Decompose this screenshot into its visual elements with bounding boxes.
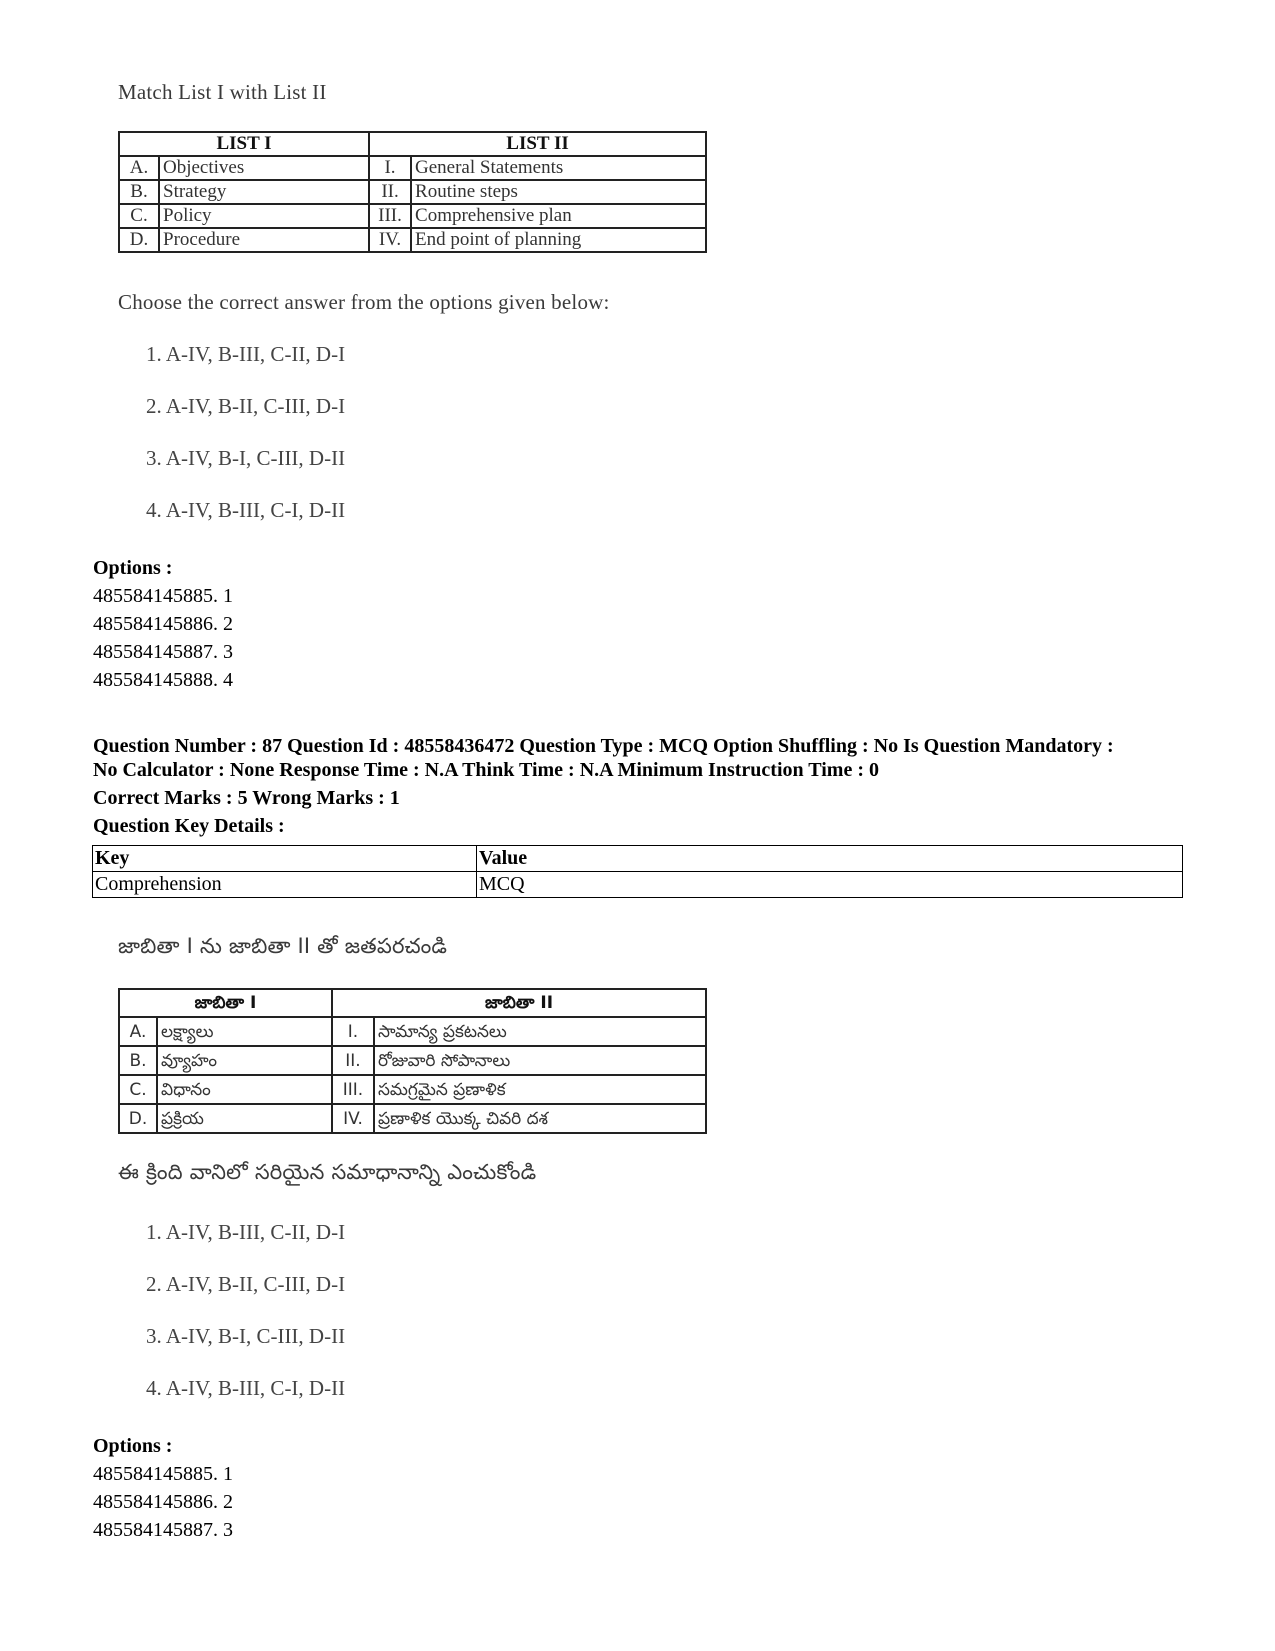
list2-key: III.	[369, 204, 411, 228]
list1-header: జాబితా I	[119, 989, 332, 1017]
answer-choice: 1. A-IV, B-III, C-II, D-I	[146, 342, 346, 366]
question-prompt: Match List I with List II	[118, 80, 327, 104]
list2-header: LIST II	[369, 132, 706, 156]
list2-key: III.	[332, 1075, 374, 1104]
list1-header: LIST I	[119, 132, 369, 156]
table-row	[119, 228, 706, 252]
table-cell: Comprehension	[93, 872, 477, 898]
list2-key: II.	[332, 1046, 374, 1075]
list1-key: D.	[119, 228, 159, 252]
list1-item: వ్యూహం	[157, 1046, 332, 1075]
list2-item: Routine steps	[411, 180, 706, 204]
answer-choice: 2. A-IV, B-II, C-III, D-I	[146, 1272, 346, 1296]
list2-key: IV.	[369, 228, 411, 252]
question-meta-line: No Calculator : None Response Time : N.A Think Time : N.A Minimum Instruction Time : 0	[93, 759, 879, 781]
option-item: 485584145887. 3	[93, 641, 233, 663]
column-header: Value	[477, 846, 1183, 872]
table-row	[119, 1104, 706, 1133]
table-row	[119, 1017, 706, 1046]
options-label: Options :	[93, 1435, 173, 1457]
table-row	[119, 204, 706, 228]
table-row	[119, 156, 706, 180]
option-item: 485584145886. 2	[93, 1491, 233, 1513]
answer-choice: 2. A-IV, B-II, C-III, D-I	[146, 394, 346, 418]
options-section	[93, 554, 233, 694]
list2-item: ప్రణాళిక యొక్క చివరి దశ	[374, 1104, 706, 1133]
list1-item: Objectives	[159, 156, 369, 180]
list1-key: C.	[119, 204, 159, 228]
answer-choice: 4. A-IV, B-III, C-I, D-II	[146, 1376, 346, 1400]
option-item: 485584145885. 1	[93, 1463, 233, 1485]
list1-item: Procedure	[159, 228, 369, 252]
table-header-row	[93, 846, 1183, 872]
key-details-label: Question Key Details :	[93, 815, 285, 837]
list2-key: I.	[332, 1017, 374, 1046]
table-row	[119, 1046, 706, 1075]
options-label: Options :	[93, 557, 173, 579]
list1-key: B.	[119, 1046, 157, 1075]
column-header: Key	[93, 846, 477, 872]
question-meta	[93, 734, 1193, 838]
option-item: 485584145886. 2	[93, 613, 233, 635]
question-prompt: జాబితా I ను జాబితా II తో జతపరచండి	[118, 934, 448, 958]
key-details-table	[92, 845, 1183, 898]
list1-item: Strategy	[159, 180, 369, 204]
list2-item: Comprehensive plan	[411, 204, 706, 228]
table-cell: MCQ	[477, 872, 1183, 898]
list1-key: B.	[119, 180, 159, 204]
list2-key: II.	[369, 180, 411, 204]
answer-choice: 3. A-IV, B-I, C-III, D-II	[146, 1324, 346, 1348]
list2-key: IV.	[332, 1104, 374, 1133]
marks-line: Correct Marks : 5 Wrong Marks : 1	[93, 787, 400, 809]
match-table-header	[119, 132, 706, 156]
list2-item: సమగ్రమైన ప్రణాళిక	[374, 1075, 706, 1104]
answer-choice: 3. A-IV, B-I, C-III, D-II	[146, 446, 346, 470]
list2-header: జాబితా II	[332, 989, 706, 1017]
list1-key: C.	[119, 1075, 157, 1104]
table-row	[119, 180, 706, 204]
option-item: 485584145885. 1	[93, 585, 233, 607]
question-meta-line: Question Number : 87 Question Id : 48558436472 Question Type : MCQ Option Shuffling : No Is Question Mandatory :	[93, 735, 1114, 757]
list2-item: End point of planning	[411, 228, 706, 252]
option-item: 485584145888. 4	[93, 669, 233, 691]
list1-item: Policy	[159, 204, 369, 228]
list1-key: A.	[119, 156, 159, 180]
list1-item: లక్ష్యాలు	[157, 1017, 332, 1046]
answer-choice: 4. A-IV, B-III, C-I, D-II	[146, 498, 346, 522]
list1-key: A.	[119, 1017, 157, 1046]
match-table	[118, 131, 707, 253]
list1-item: ప్రక్రియ	[157, 1104, 332, 1133]
list1-key: D.	[119, 1104, 157, 1133]
table-row	[93, 872, 1183, 898]
answer-choice: 1. A-IV, B-III, C-II, D-I	[146, 1220, 346, 1244]
match-table-header	[119, 989, 706, 1017]
list2-item: రోజువారి సోపానాలు	[374, 1046, 706, 1075]
table-row	[119, 1075, 706, 1104]
list2-item: General Statements	[411, 156, 706, 180]
question-instruction: Choose the correct answer from the options given below:	[118, 290, 610, 314]
match-table	[118, 988, 707, 1134]
list2-key: I.	[369, 156, 411, 180]
list2-item: సామాన్య ప్రకటనలు	[374, 1017, 706, 1046]
question-instruction: ఈ క్రింది వానిలో సరియైన సమాధానాన్ని ఎంచుకోండి	[118, 1160, 537, 1184]
list1-item: విధానం	[157, 1075, 332, 1104]
options-section	[93, 1432, 233, 1544]
option-item: 485584145887. 3	[93, 1519, 233, 1541]
